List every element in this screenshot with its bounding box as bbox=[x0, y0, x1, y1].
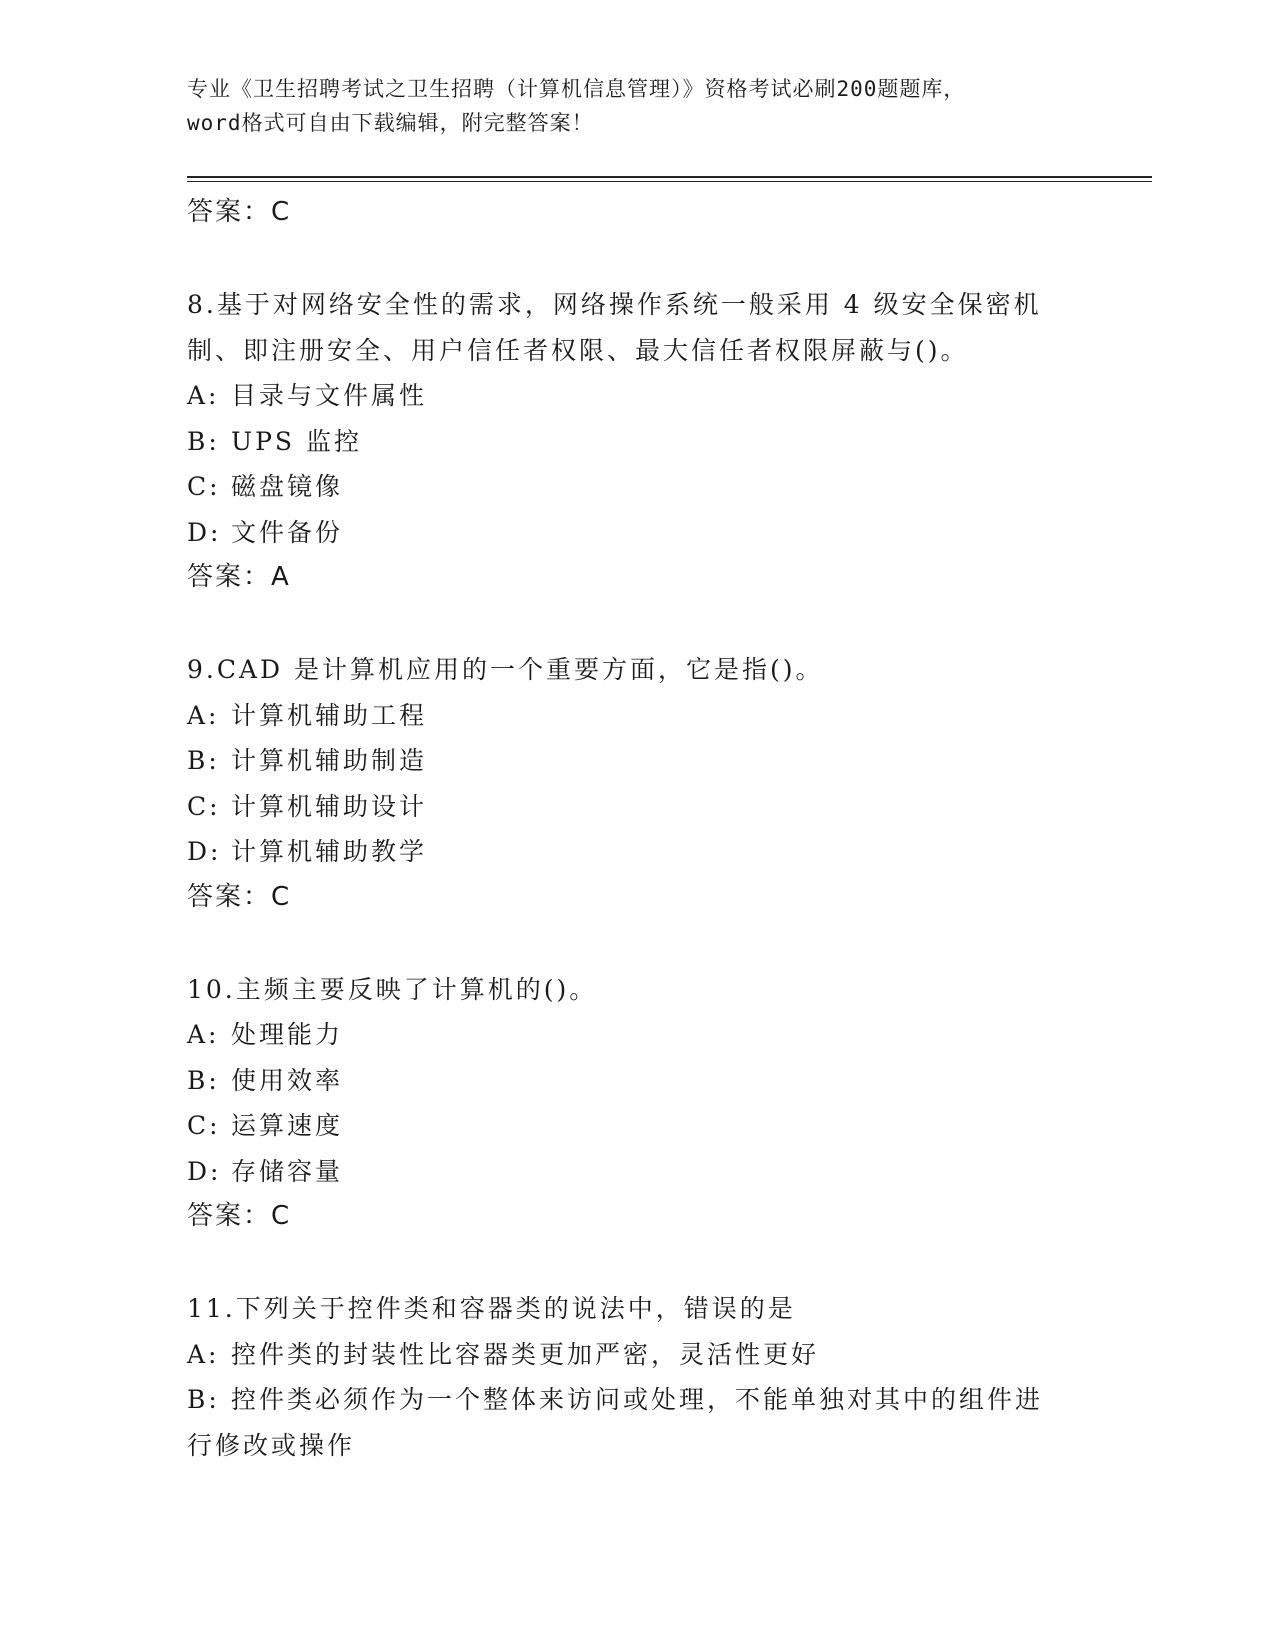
header-title-line-2: word格式可自由下载编辑，附完整答案！ bbox=[187, 111, 594, 135]
option-letter: C: bbox=[187, 1111, 221, 1140]
option-letter: C: bbox=[187, 791, 221, 821]
option-letter: A: bbox=[187, 700, 220, 730]
question-9 bbox=[187, 647, 1087, 919]
option-letter: B: bbox=[187, 1385, 220, 1414]
option-text: 运算速度 bbox=[231, 1111, 344, 1140]
question-stem: 11.下列关于控件类和容器类的说法中，错误的是 bbox=[187, 1294, 796, 1323]
option-text: 计算机辅助教学 bbox=[231, 837, 428, 866]
question-answer: 答案：C bbox=[187, 1201, 292, 1231]
option-b bbox=[187, 738, 1087, 784]
previous-question-answer: 答案：C bbox=[187, 197, 292, 227]
option-c bbox=[187, 784, 1087, 830]
option-b-continued: 行修改或操作 bbox=[187, 1430, 356, 1460]
option-b bbox=[187, 419, 1087, 465]
option-d bbox=[187, 1149, 1087, 1195]
option-letter: A: bbox=[187, 1339, 220, 1369]
option-a bbox=[187, 693, 1087, 739]
option-letter: D: bbox=[187, 517, 222, 547]
option-text: 控件类的封装性比容器类更加严密，灵活性更好 bbox=[231, 1339, 820, 1369]
question-stem: 9.CAD 是计算机应用的一个重要方面，它是指()。 bbox=[187, 655, 824, 684]
option-a bbox=[187, 1332, 1087, 1378]
option-b bbox=[187, 1377, 1087, 1423]
question-11 bbox=[187, 1286, 1087, 1468]
question-stem: 10.主频主要反映了计算机的()。 bbox=[187, 974, 598, 1004]
option-c bbox=[187, 464, 1087, 510]
option-text: 目录与文件属性 bbox=[231, 381, 428, 410]
option-text: 使用效率 bbox=[231, 1065, 344, 1095]
question-answer: 答案：A bbox=[187, 562, 291, 592]
document-header bbox=[187, 72, 1087, 140]
option-letter: D: bbox=[187, 1156, 222, 1186]
option-a bbox=[187, 373, 1087, 419]
option-text: 存储容量 bbox=[231, 1156, 344, 1186]
question-list bbox=[187, 190, 1087, 1468]
question-10 bbox=[187, 967, 1087, 1239]
option-text: 计算机辅助设计 bbox=[231, 791, 428, 821]
header-title-line-1: 专业《卫生招聘考试之卫生招聘（计算机信息管理）》资格考试必刷200题题库， bbox=[187, 77, 966, 101]
option-letter: C: bbox=[187, 472, 221, 501]
option-d bbox=[187, 510, 1087, 556]
option-text: UPS 监控 bbox=[231, 426, 362, 456]
header-divider-thin bbox=[187, 181, 1152, 182]
option-text: 计算机辅助制造 bbox=[231, 746, 428, 775]
option-text: 磁盘镜像 bbox=[231, 472, 344, 501]
option-letter: D: bbox=[187, 837, 222, 866]
option-letter: A: bbox=[187, 1020, 220, 1049]
option-letter: B: bbox=[187, 746, 220, 775]
option-c bbox=[187, 1103, 1087, 1149]
option-d bbox=[187, 829, 1087, 875]
header-divider-thick bbox=[187, 176, 1152, 178]
option-a bbox=[187, 1012, 1087, 1058]
question-stem: 8.基于对网络安全性的需求，网络操作系统一般采用 4 级安全保密机 bbox=[187, 290, 1042, 319]
option-text: 计算机辅助工程 bbox=[231, 700, 428, 730]
option-text: 处理能力 bbox=[231, 1020, 344, 1049]
option-letter: B: bbox=[187, 1065, 220, 1095]
question-answer: 答案：C bbox=[187, 881, 292, 912]
option-text: 控件类必须作为一个整体来访问或处理，不能单独对其中的组件进 bbox=[231, 1385, 1044, 1414]
option-text: 文件备份 bbox=[231, 517, 344, 547]
question-stem-continued: 制、即注册安全、用户信任者权限、最大信任者权限屏蔽与()。 bbox=[187, 335, 969, 365]
option-letter: B: bbox=[187, 426, 220, 456]
option-letter: A: bbox=[187, 381, 220, 410]
question-8 bbox=[187, 282, 1087, 599]
option-b bbox=[187, 1058, 1087, 1104]
